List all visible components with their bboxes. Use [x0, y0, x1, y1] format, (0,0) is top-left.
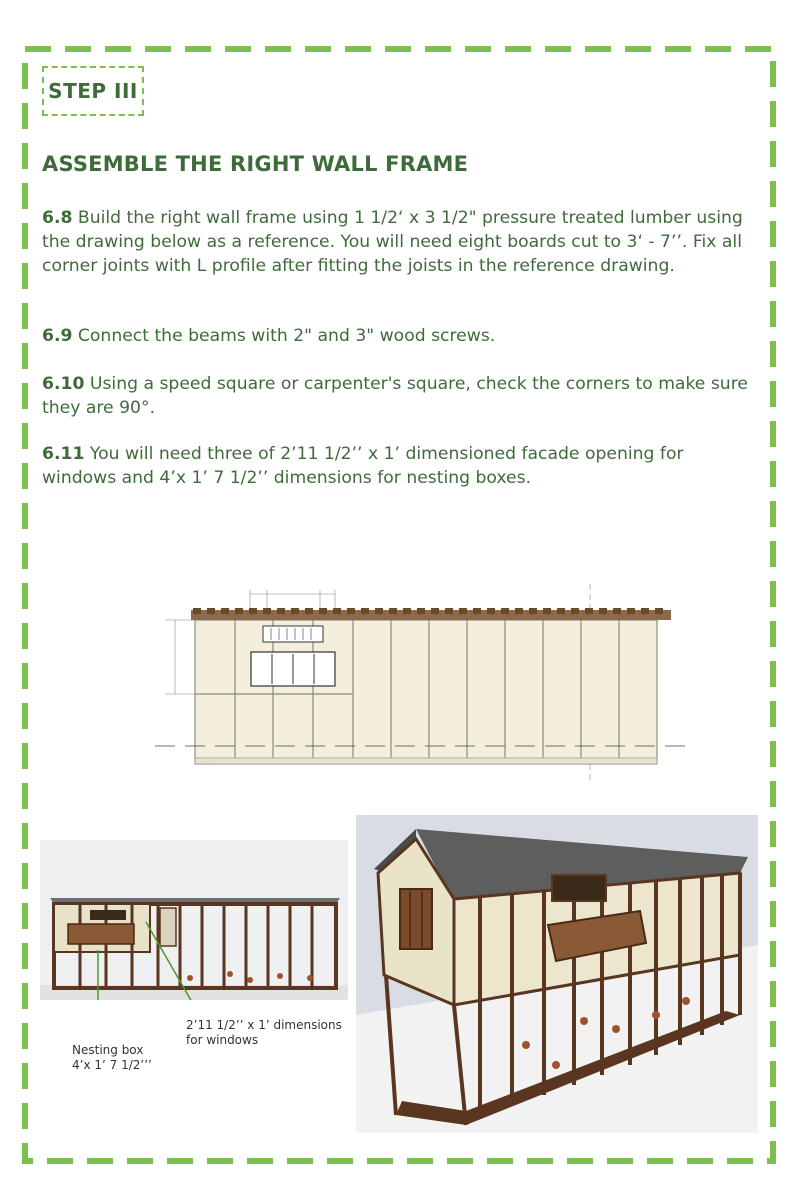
instruction-text: You will need three of 2’11 1/2’’ x 1’ dimensioned facade opening for windows and 4’x 1’ 7 1/2’’ dimensions for nesting boxes.: [42, 444, 684, 488]
coop-render-perspective: [356, 815, 758, 1133]
instruction-number: 6.10: [42, 374, 85, 394]
nesting-callout-line1: Nesting box: [72, 1043, 144, 1057]
windows-callout-line2: for windows: [186, 1033, 259, 1047]
instruction-6-8: [42, 206, 762, 278]
instruction-number: 6.9: [42, 326, 73, 346]
instruction-text: Using a speed square or carpenter's square, check the corners to make sure they are 90°.: [42, 374, 748, 418]
nesting-callout-line2: 4’x 1’ 7 1/2’’’: [72, 1058, 152, 1072]
instruction-text: Connect the beams with 2" and 3" wood screws.: [72, 326, 496, 346]
step-badge: [42, 66, 144, 116]
instruction-6-10: [42, 372, 762, 420]
instruction-number: 6.11: [42, 444, 85, 464]
coop-render-side: [40, 840, 348, 1000]
instruction-6-11: [42, 442, 762, 490]
step-label: STEP III: [48, 79, 138, 103]
instruction-text: Build the right wall frame using 1 1/2‘ x 3 1/2" pressure treated lumber using the drawing below as a reference. You will need eight boards cut to 3‘ - 7’’. Fix all corner joints with L profile after fitting the joists in the reference drawing.: [42, 208, 743, 276]
windows-callout-line1: 2’11 1/2’’ x 1’ dimensions: [186, 1018, 342, 1032]
section-title: ASSEMBLE THE RIGHT WALL FRAME: [42, 152, 469, 176]
wall-frame-drawing: [155, 582, 685, 782]
instruction-number: 6.8: [42, 208, 73, 228]
windows-callout: [186, 1018, 342, 1048]
instruction-6-9: [42, 324, 762, 348]
nesting-callout: [72, 1043, 152, 1073]
